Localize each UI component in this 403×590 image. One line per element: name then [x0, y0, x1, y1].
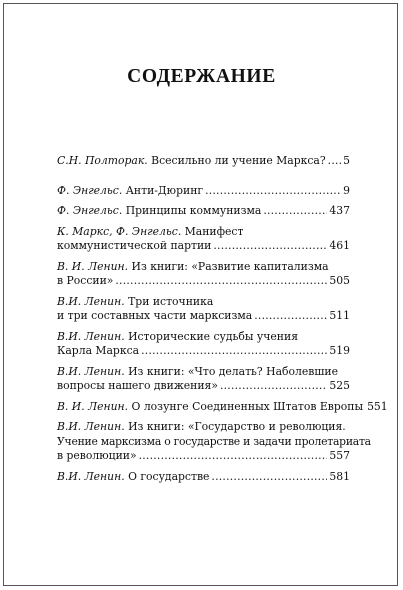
- toc-page-number: 551: [367, 399, 388, 413]
- toc-author: В.И. Ленин.: [57, 364, 125, 378]
- toc-entry[interactable]: [57, 420, 371, 464]
- toc-page-number: 461: [329, 239, 350, 252]
- toc-author: Ф. Энгельс.: [57, 183, 123, 197]
- toc-title: вопросы нашего движения»: [57, 379, 218, 392]
- toc-entry[interactable]: [57, 204, 350, 219]
- toc-entry[interactable]: [57, 399, 388, 415]
- toc-author: В.И. Ленин.: [57, 294, 125, 308]
- dot-leader: [328, 154, 341, 169]
- toc-author: В. И. Ленин.: [57, 399, 129, 413]
- toc-page-number: 581: [329, 469, 350, 483]
- toc-author: В.И. Ленин.: [57, 329, 125, 343]
- toc-page-number: 511: [329, 309, 350, 322]
- dot-leader: [263, 204, 327, 219]
- toc-title: Учение марксизма о государстве и задачи пролетариата: [57, 434, 371, 448]
- toc-author: С.Н. Полторак.: [57, 154, 148, 167]
- toc-title: Из книги: «Развитие капитализма: [131, 259, 329, 273]
- toc-entry[interactable]: [57, 330, 350, 359]
- toc-page-number: 505: [329, 274, 350, 287]
- toc-title: Из книги: «Государство и революция.: [128, 420, 346, 433]
- toc-entry[interactable]: [57, 365, 350, 394]
- toc-page-number: 437: [329, 204, 350, 217]
- toc-page-number: 525: [329, 379, 350, 392]
- toc-title: в революции»: [57, 449, 137, 462]
- table-of-contents: [57, 154, 388, 484]
- dot-leader: [220, 379, 327, 394]
- toc-title: Принципы коммунизма: [125, 204, 262, 217]
- toc-page-number: 557: [329, 449, 350, 462]
- dot-leader: [254, 309, 327, 324]
- toc-title: Исторические судьбы учения: [128, 329, 299, 343]
- toc-entry[interactable]: [57, 470, 350, 485]
- dot-leader: [211, 470, 327, 485]
- toc-page-number: 519: [329, 344, 350, 357]
- toc-author: В. И. Ленин.: [57, 259, 129, 273]
- toc-title: Из книги: «Что делать? Наболевшие: [128, 364, 338, 378]
- toc-title: Всесильно ли учение Маркса?: [151, 154, 326, 167]
- book-page: [3, 3, 398, 586]
- dot-leader: [115, 274, 327, 289]
- toc-page-number: 9: [343, 183, 350, 197]
- toc-entry[interactable]: [57, 184, 350, 199]
- toc-entry[interactable]: [57, 225, 350, 254]
- toc-author: Ф. Энгельс.: [57, 204, 123, 217]
- page-title: СОДЕРЖАНИЕ: [127, 66, 276, 87]
- toc-title: Карла Маркса: [57, 344, 140, 357]
- toc-title: О лозунге Соединенных Штатов Европы: [131, 399, 364, 413]
- toc-author: В.И. Ленин.: [57, 420, 125, 433]
- toc-title: Анти-Дюринг: [125, 183, 204, 197]
- dot-leader: [139, 449, 328, 464]
- dot-leader: [205, 184, 341, 199]
- toc-entry[interactable]: [57, 260, 350, 289]
- toc-title: Манифест: [184, 224, 244, 238]
- toc-entry[interactable]: [57, 154, 350, 169]
- toc-title: О государстве: [128, 469, 210, 483]
- toc-author: К. Маркс, Ф. Энгельс.: [57, 224, 182, 238]
- toc-title: и три составных части марксизма: [57, 309, 253, 322]
- toc-author: В.И. Ленин.: [57, 469, 125, 483]
- toc-title: в России»: [57, 274, 114, 287]
- toc-title: Три источника: [128, 294, 214, 308]
- toc-page-number: 5: [343, 154, 350, 167]
- dot-leader: [213, 239, 327, 254]
- toc-title: коммунистической партии: [57, 239, 212, 252]
- toc-entry[interactable]: [57, 295, 350, 324]
- dot-leader: [141, 344, 327, 359]
